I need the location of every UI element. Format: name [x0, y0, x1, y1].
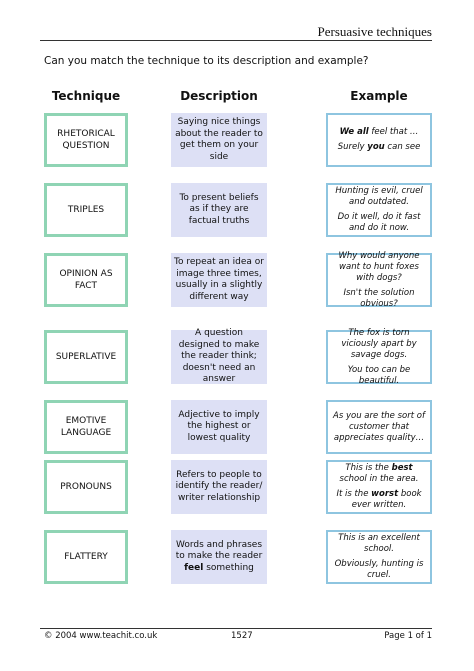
- example-line: [331, 288, 427, 310]
- example-card[interactable]: [326, 327, 432, 386]
- description-card[interactable]: To repeat an idea or image three times, usually in a slightly different way: [171, 253, 267, 307]
- emphasis-text: feel: [184, 562, 204, 573]
- description-card[interactable]: To present beliefs as if they are factual truths: [171, 183, 267, 237]
- example-card[interactable]: [326, 250, 432, 309]
- example-card[interactable]: [326, 530, 432, 584]
- document-number: 1527: [231, 631, 253, 641]
- text-run: Words and phrases to make the reader: [175, 539, 263, 562]
- text-run: Hunting is evil, cruel and outdated.: [335, 186, 423, 207]
- text-run: As you are the sort of customer that appreciates quality…: [333, 410, 425, 443]
- example-line: [331, 559, 427, 581]
- example-line: [331, 251, 427, 284]
- text-run: Obviously, hunting is cruel.: [334, 559, 424, 580]
- header-divider: [40, 40, 432, 41]
- technique-card[interactable]: RHETORICAL QUESTION: [44, 113, 128, 167]
- description-card[interactable]: A question designed to make the reader think; doesn't need an answer: [171, 330, 267, 384]
- text-run: something: [203, 562, 254, 573]
- example-card[interactable]: [326, 400, 432, 454]
- technique-card[interactable]: FLATTERY: [44, 530, 128, 584]
- emphasis-text: you: [367, 142, 385, 152]
- text-run: Surely: [337, 142, 368, 152]
- description-card[interactable]: Refers to people to identify the reader/ writer relationship: [171, 460, 267, 514]
- example-line: [331, 186, 427, 208]
- example-line: [331, 533, 427, 555]
- text-run: can see: [384, 142, 421, 152]
- description-card[interactable]: Adjective to imply the highest or lowest quality: [171, 400, 267, 454]
- example-line: [331, 212, 427, 234]
- example-line: [331, 489, 427, 511]
- emphasis-text: We all: [339, 127, 369, 137]
- example-line: [340, 127, 419, 138]
- text-run: You too can be beautiful.: [347, 364, 411, 386]
- page-number: Page 1 of 1: [384, 631, 432, 641]
- text-run: Why would anyone want to hunt foxes with dogs?: [338, 250, 420, 283]
- emphasis-text: best: [391, 463, 413, 473]
- technique-card[interactable]: PRONOUNS: [44, 460, 128, 514]
- example-line: [331, 411, 427, 444]
- text-run: feel that …: [368, 127, 419, 137]
- text-run: Do it well, do it fast and do it now.: [337, 212, 421, 233]
- footer-divider: [40, 628, 432, 629]
- emphasis-text: worst: [371, 489, 399, 499]
- description-column-header: Description: [180, 89, 258, 103]
- text-run: book ever written.: [351, 489, 422, 510]
- description-card[interactable]: [171, 530, 267, 584]
- example-card[interactable]: [326, 460, 432, 514]
- technique-card[interactable]: SUPERLATIVE: [44, 330, 128, 384]
- example-line: [331, 365, 427, 387]
- description-card[interactable]: Saying nice things about the reader to get them on your side: [171, 113, 267, 167]
- example-card[interactable]: [326, 113, 432, 167]
- technique-card[interactable]: EMOTIVE LANGUAGE: [44, 400, 128, 454]
- text-run: The fox is torn viciously apart by savage dogs.: [341, 327, 417, 360]
- text-run: Isn't the solution obvious?: [343, 287, 415, 309]
- example-line: [331, 328, 427, 361]
- technique-column-header: Technique: [51, 89, 121, 103]
- copyright-text: © 2004 www.teachit.co.uk: [44, 631, 158, 641]
- example-column-header: Example: [350, 89, 408, 103]
- technique-card[interactable]: OPINION AS FACT: [44, 253, 128, 307]
- example-line: [331, 463, 427, 485]
- text-run: school in the area.: [339, 474, 419, 484]
- page-title: Persuasive techniques: [317, 24, 432, 39]
- technique-card[interactable]: TRIPLES: [44, 183, 128, 237]
- description-text: [174, 540, 264, 575]
- text-run: This is the: [345, 463, 392, 473]
- text-run: This is an excellent school.: [338, 533, 420, 554]
- example-line: [338, 142, 421, 153]
- text-run: It is the: [336, 489, 372, 499]
- instruction-text: Can you match the technique to its description and example?: [44, 55, 369, 67]
- example-card[interactable]: [326, 183, 432, 237]
